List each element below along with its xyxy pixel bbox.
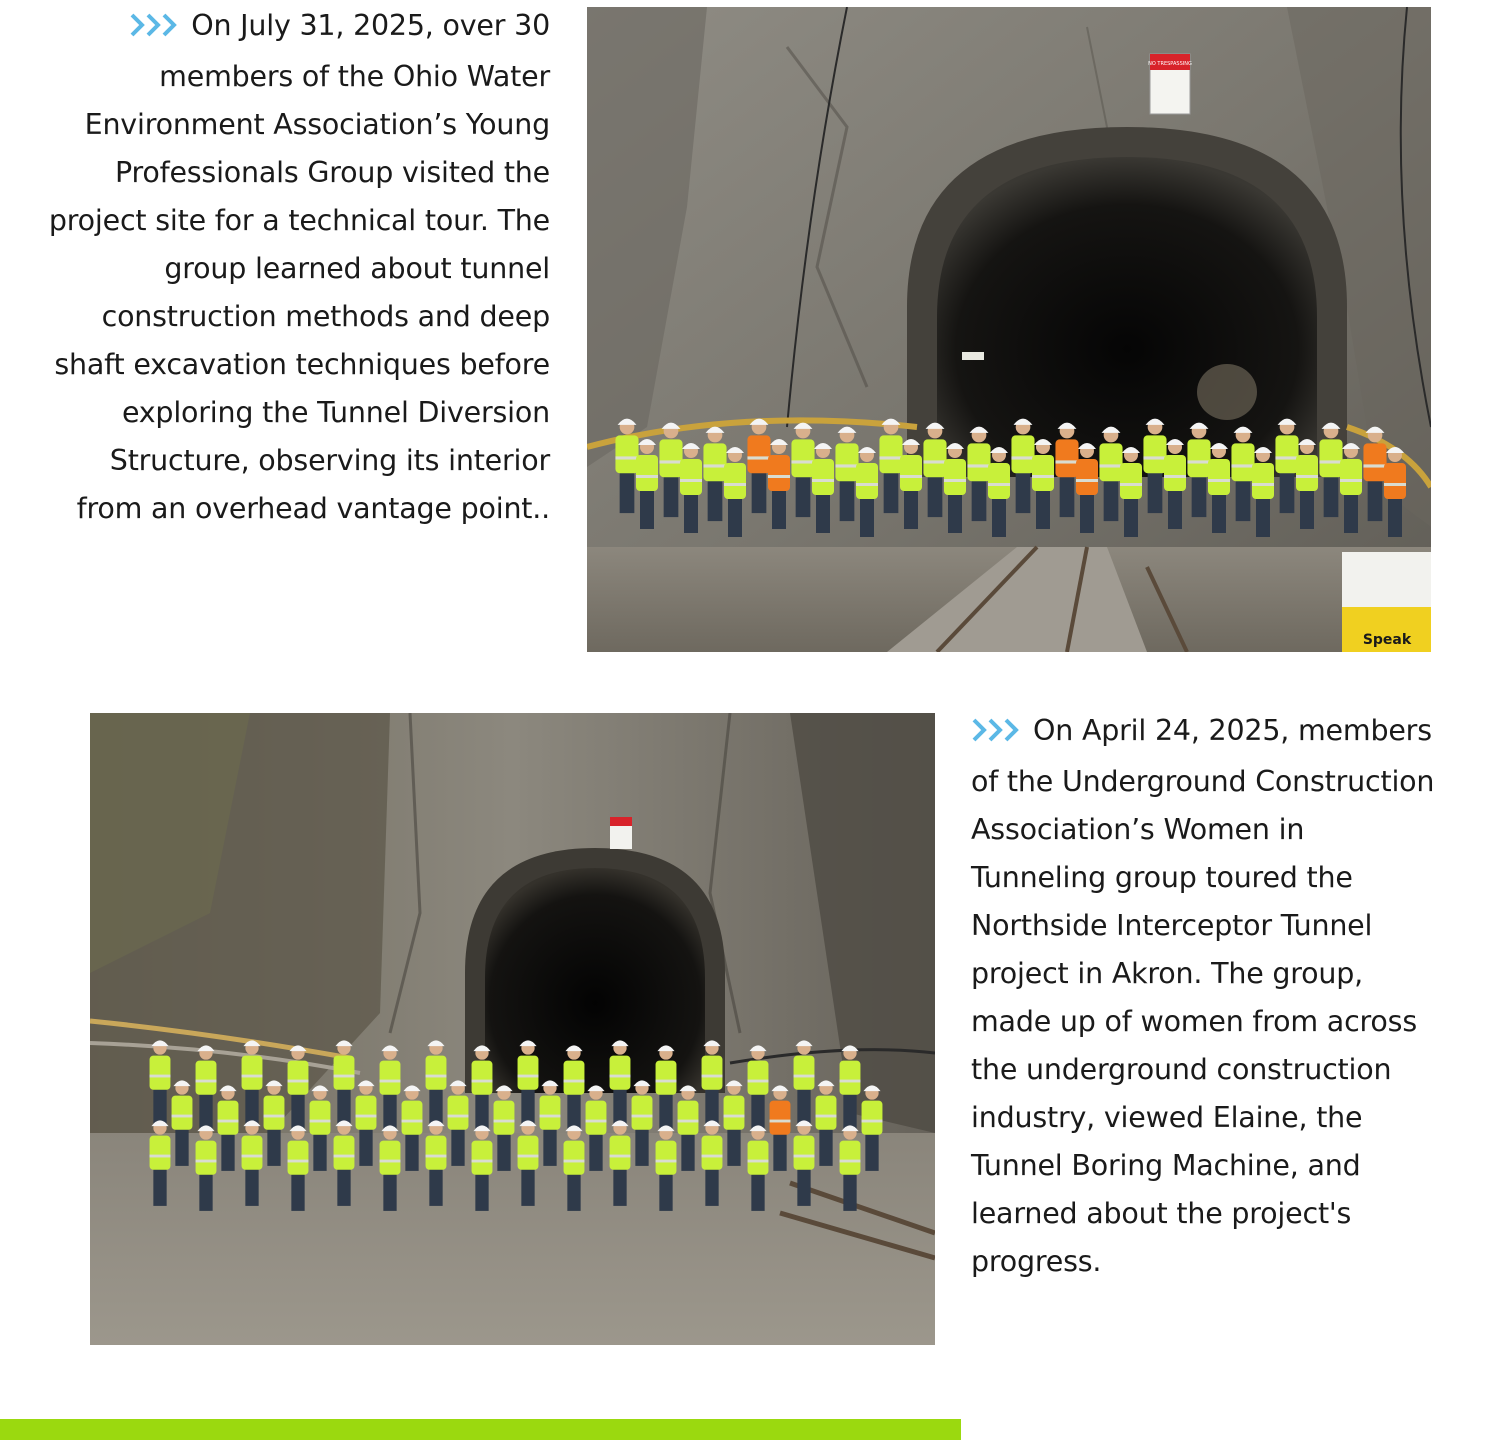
paragraph-text: On April 24, 2025, members of the Underground Construction Association’s Women in Tunneling group toured the Northside Interceptor Tunnel project in Akron. The group, made up of women from across the underground construction industry, viewed Elaine, the Tunnel Boring Machine, and learned about the project's progress. xyxy=(971,714,1435,1278)
tunnel-group-photo-owea xyxy=(587,7,1431,652)
paragraph-text: On July 31, 2025, over 30 members of the Ohio Water Environment Association’s Young Professionals Group visited the project site for a technical tour. The group learned about tunnel construction methods and deep shaft excavation techniques before exploring the Tunnel Diversion Structure, observing its interior from an overhead vantage point.. xyxy=(48,9,550,525)
triple-chevron-right-icon xyxy=(971,710,1023,758)
article-paragraph-ohio-water-tour xyxy=(40,2,550,533)
triple-chevron-right-icon xyxy=(129,5,181,53)
no-trespassing-sign-text: NO TRESPASSING xyxy=(1148,61,1192,67)
speak-placard-text: Speak xyxy=(1362,632,1412,648)
article-paragraph-women-in-tunneling xyxy=(971,707,1441,1286)
footer-accent-bar xyxy=(0,1419,961,1440)
tunnel-group-photo-women-in-tunneling xyxy=(90,713,935,1345)
